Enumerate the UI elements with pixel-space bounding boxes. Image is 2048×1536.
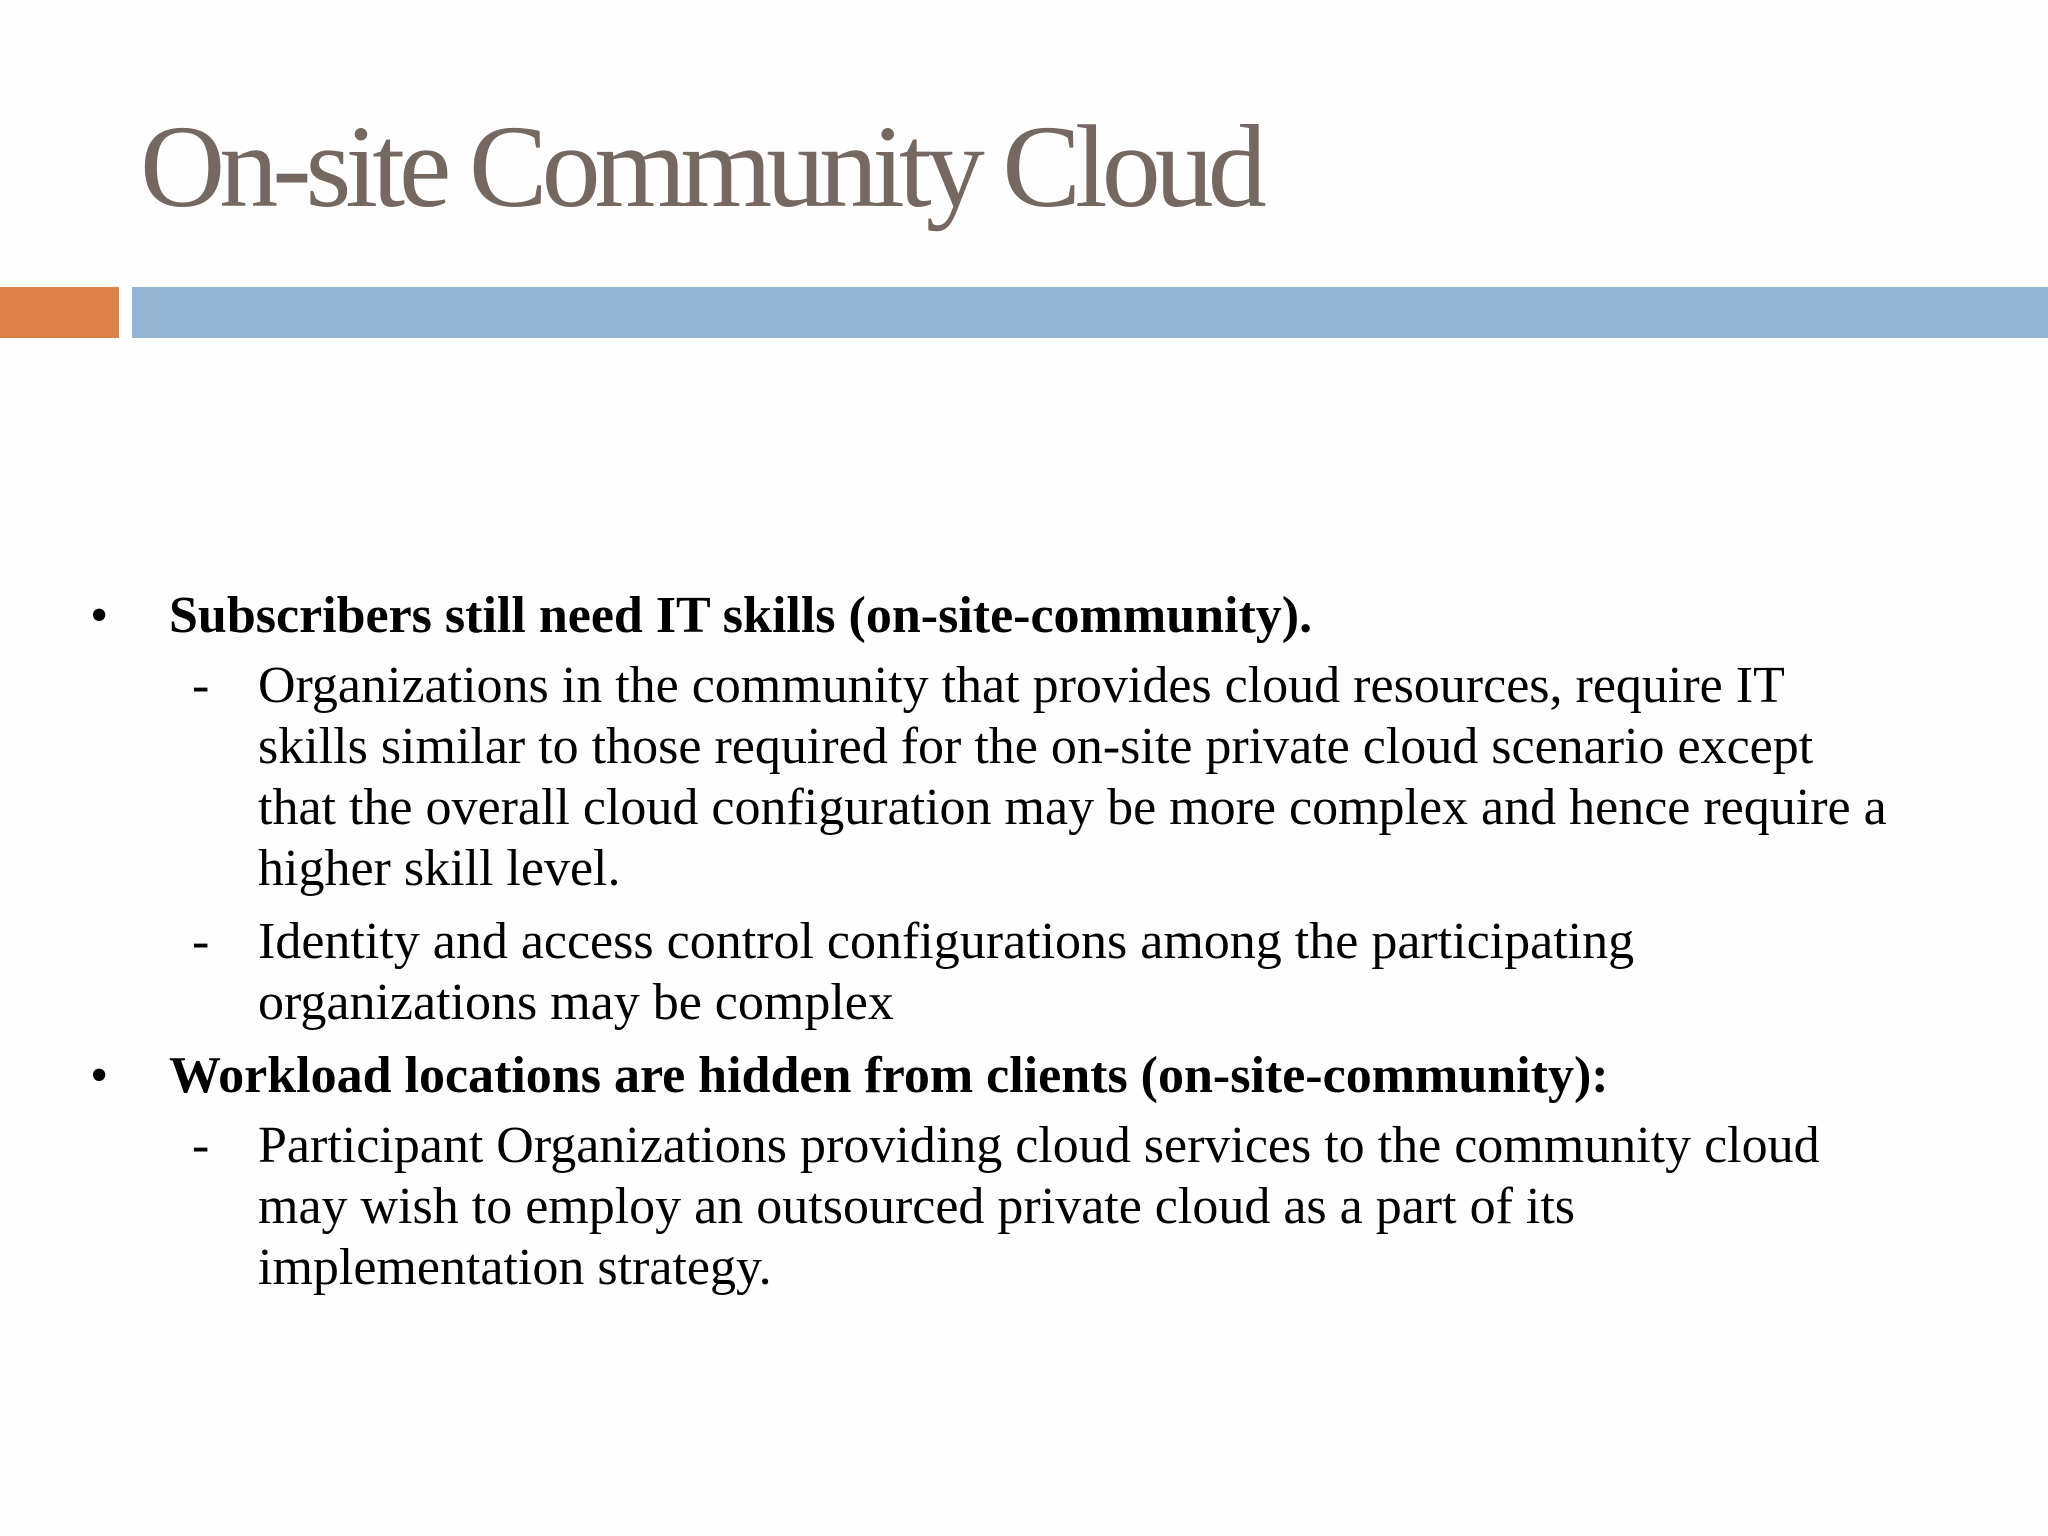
sub-item — [0, 655, 1898, 899]
bullet-text: Workload locations are hidden from clients (on-site-community): — [169, 1047, 1609, 1104]
sub-item-text: Organizations in the community that provides cloud resources, require IT skills similar to those required for the on-site private cloud scenario except that the overall cloud configuration may be more complex and hence require a higher skill level. — [258, 657, 1887, 897]
sub-item-text: Identity and access control configurations among the participating organizations may be complex — [258, 913, 1635, 1031]
sub-item-marker: - — [192, 1117, 210, 1174]
bullet-item — [0, 585, 2048, 647]
accent-bar-blue — [132, 287, 2048, 338]
sub-item-marker: - — [192, 913, 210, 970]
slide-body — [0, 585, 2048, 1310]
bullet-marker: • — [90, 1047, 109, 1104]
bullet-text: Subscribers still need IT skills (on-site-community). — [169, 587, 1313, 644]
sub-item-text: Participant Organizations providing cloud services to the community cloud may wish to employ an outsourced private cloud as a part of its implementation strategy. — [258, 1117, 1820, 1296]
slide-title: On-site Community Cloud — [140, 101, 1261, 232]
sub-item — [0, 1115, 1898, 1298]
accent-bar-orange — [0, 287, 119, 338]
sub-item — [0, 911, 1898, 1033]
bullet-marker: • — [90, 587, 109, 644]
sub-item-marker: - — [192, 657, 210, 714]
bullet-item — [0, 1045, 2048, 1107]
